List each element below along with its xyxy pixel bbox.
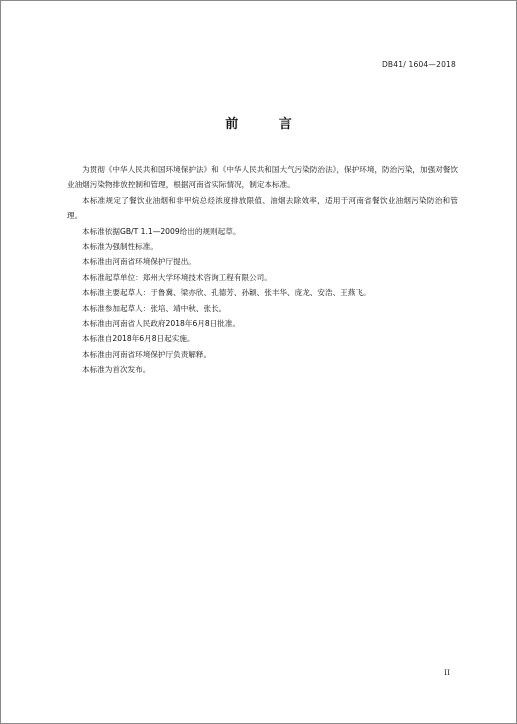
paragraph-drafting-unit: 本标准起草单位：郑州大学环境技术咨询工程有限公司。 — [82, 272, 272, 282]
standard-code: DB41/ 1604—2018 — [381, 60, 456, 69]
paragraph-drafting-rules: 本标准依据GB/T 1.1—2009给出的规则起草。 — [82, 226, 241, 236]
paragraph-proposer: 本标准由河南省环境保护厅提出。 — [82, 257, 196, 267]
paragraph-participating-drafters: 本标准参加起草人：张培、靖中秋、张长。 — [82, 303, 227, 313]
paragraph-main-drafters: 本标准主要起草人：于鲁冀、梁亦欣、孔德芳、孙颖、张丰华、庞龙、安浩、王燕飞。 — [82, 288, 371, 298]
page-number: II — [444, 668, 450, 677]
paragraph-mandatory: 本标准为强制性标准。 — [82, 242, 158, 252]
paragraph-first-release: 本标准为首次发布。 — [82, 365, 151, 375]
paragraph-purpose: 为贯彻《中华人民共和国环境保护法》和《中华人民共和国大气污染防治法》，保护环境，防治污染，加强对餐饮业油烟污染物排放控制和管理，根据河南省实际情况，制定本标准。 — [67, 165, 458, 190]
page-title: 前 言 — [225, 117, 310, 132]
paragraph-scope: 本标准规定了餐饮业油烟和非甲烷总烃浓度排放限值、油烟去除效率，适用于河南省餐饮业油烟污染防治和管理。 — [67, 195, 458, 221]
paragraph-interpretation: 本标准由河南省环境保护厅负责解释。 — [82, 349, 212, 359]
paragraph-implementation: 本标准自2018年6月8日起实施。 — [82, 334, 195, 344]
foreword-body — [67, 162, 458, 378]
paragraph-approval: 本标准由河南省人民政府2018年6月8日批准。 — [82, 319, 241, 329]
